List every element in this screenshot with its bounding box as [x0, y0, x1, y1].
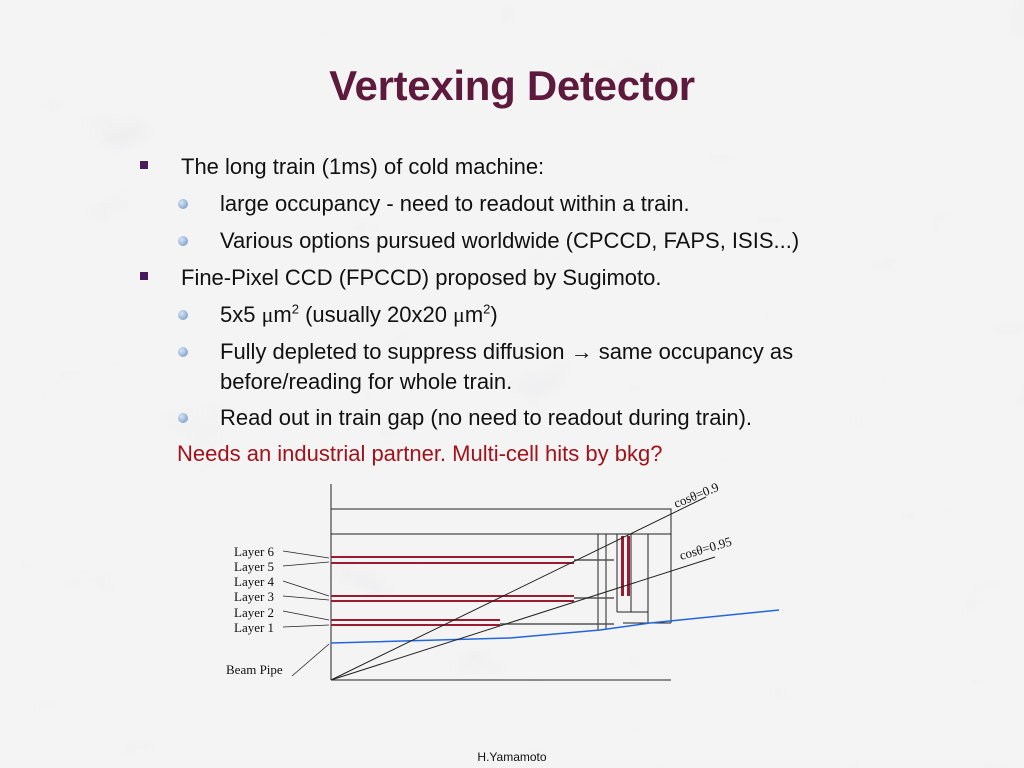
layer-pair-inner — [331, 620, 614, 625]
layer-1-label: Layer 1 — [234, 620, 275, 635]
author-footer: H.Yamamoto — [477, 750, 547, 764]
layer-3-label: Layer 3 — [234, 589, 275, 604]
cryostat-outer-box — [331, 509, 671, 534]
leader-layer-1 — [283, 625, 329, 627]
leader-layer-4 — [283, 581, 329, 596]
beam-pipe-label: Beam Pipe — [226, 662, 283, 677]
endplate-red-bar-2 — [627, 536, 630, 596]
layer-pair-middle — [331, 596, 614, 601]
leader-layer-3 — [283, 596, 329, 600]
bullet-text: Fine-Pixel CCD (FPCCD) proposed by Sugimoto. — [181, 265, 662, 290]
layer-4-label: Layer 4 — [234, 574, 275, 589]
leader-layer-5 — [283, 562, 329, 566]
leader-beam-pipe — [292, 644, 329, 676]
subbullet-text: Various options pursued worldwide (CPCCD, FAPS, ISIS...) — [220, 228, 800, 253]
subbullet-text: large occupancy - need to readout within a train. — [220, 191, 690, 216]
leader-layer-6 — [283, 551, 329, 558]
industrial-partner-note: Needs an industrial partner. Multi-cell hits by bkg? — [177, 441, 663, 466]
bullet-text: The long train (1ms) of cold machine: — [181, 154, 545, 179]
subbullet-text-line-2: before/reading for whole train. — [220, 369, 513, 394]
micro-symbol: μ — [453, 302, 465, 327]
cos-0-95-label: cosθ=0.95 — [677, 533, 734, 563]
subbullet-text: 5x5 $\mu m^2$ (usually 20x20 $\mu m^2$) — [220, 301, 498, 327]
cos-0-9-line — [331, 497, 706, 680]
subbullet-text: Read out in train gap (no need to readout during train). — [220, 405, 753, 430]
beam-pipe-line — [331, 610, 779, 643]
leader-layer-2 — [283, 611, 329, 620]
layer-2-label: Layer 2 — [234, 605, 275, 620]
layer-6-label: Layer 6 — [234, 544, 275, 559]
micro-symbol: μ — [261, 302, 274, 327]
cos-0-95-line — [331, 557, 715, 680]
slide-title: Vertexing Detector — [329, 62, 695, 109]
subbullet-text-line-1: Fully depleted to suppress diffusion → same occupancy as — [220, 339, 794, 364]
layer-5-label: Layer 5 — [234, 559, 275, 574]
cos-0-9-label: cosθ=0.9 — [671, 479, 721, 511]
